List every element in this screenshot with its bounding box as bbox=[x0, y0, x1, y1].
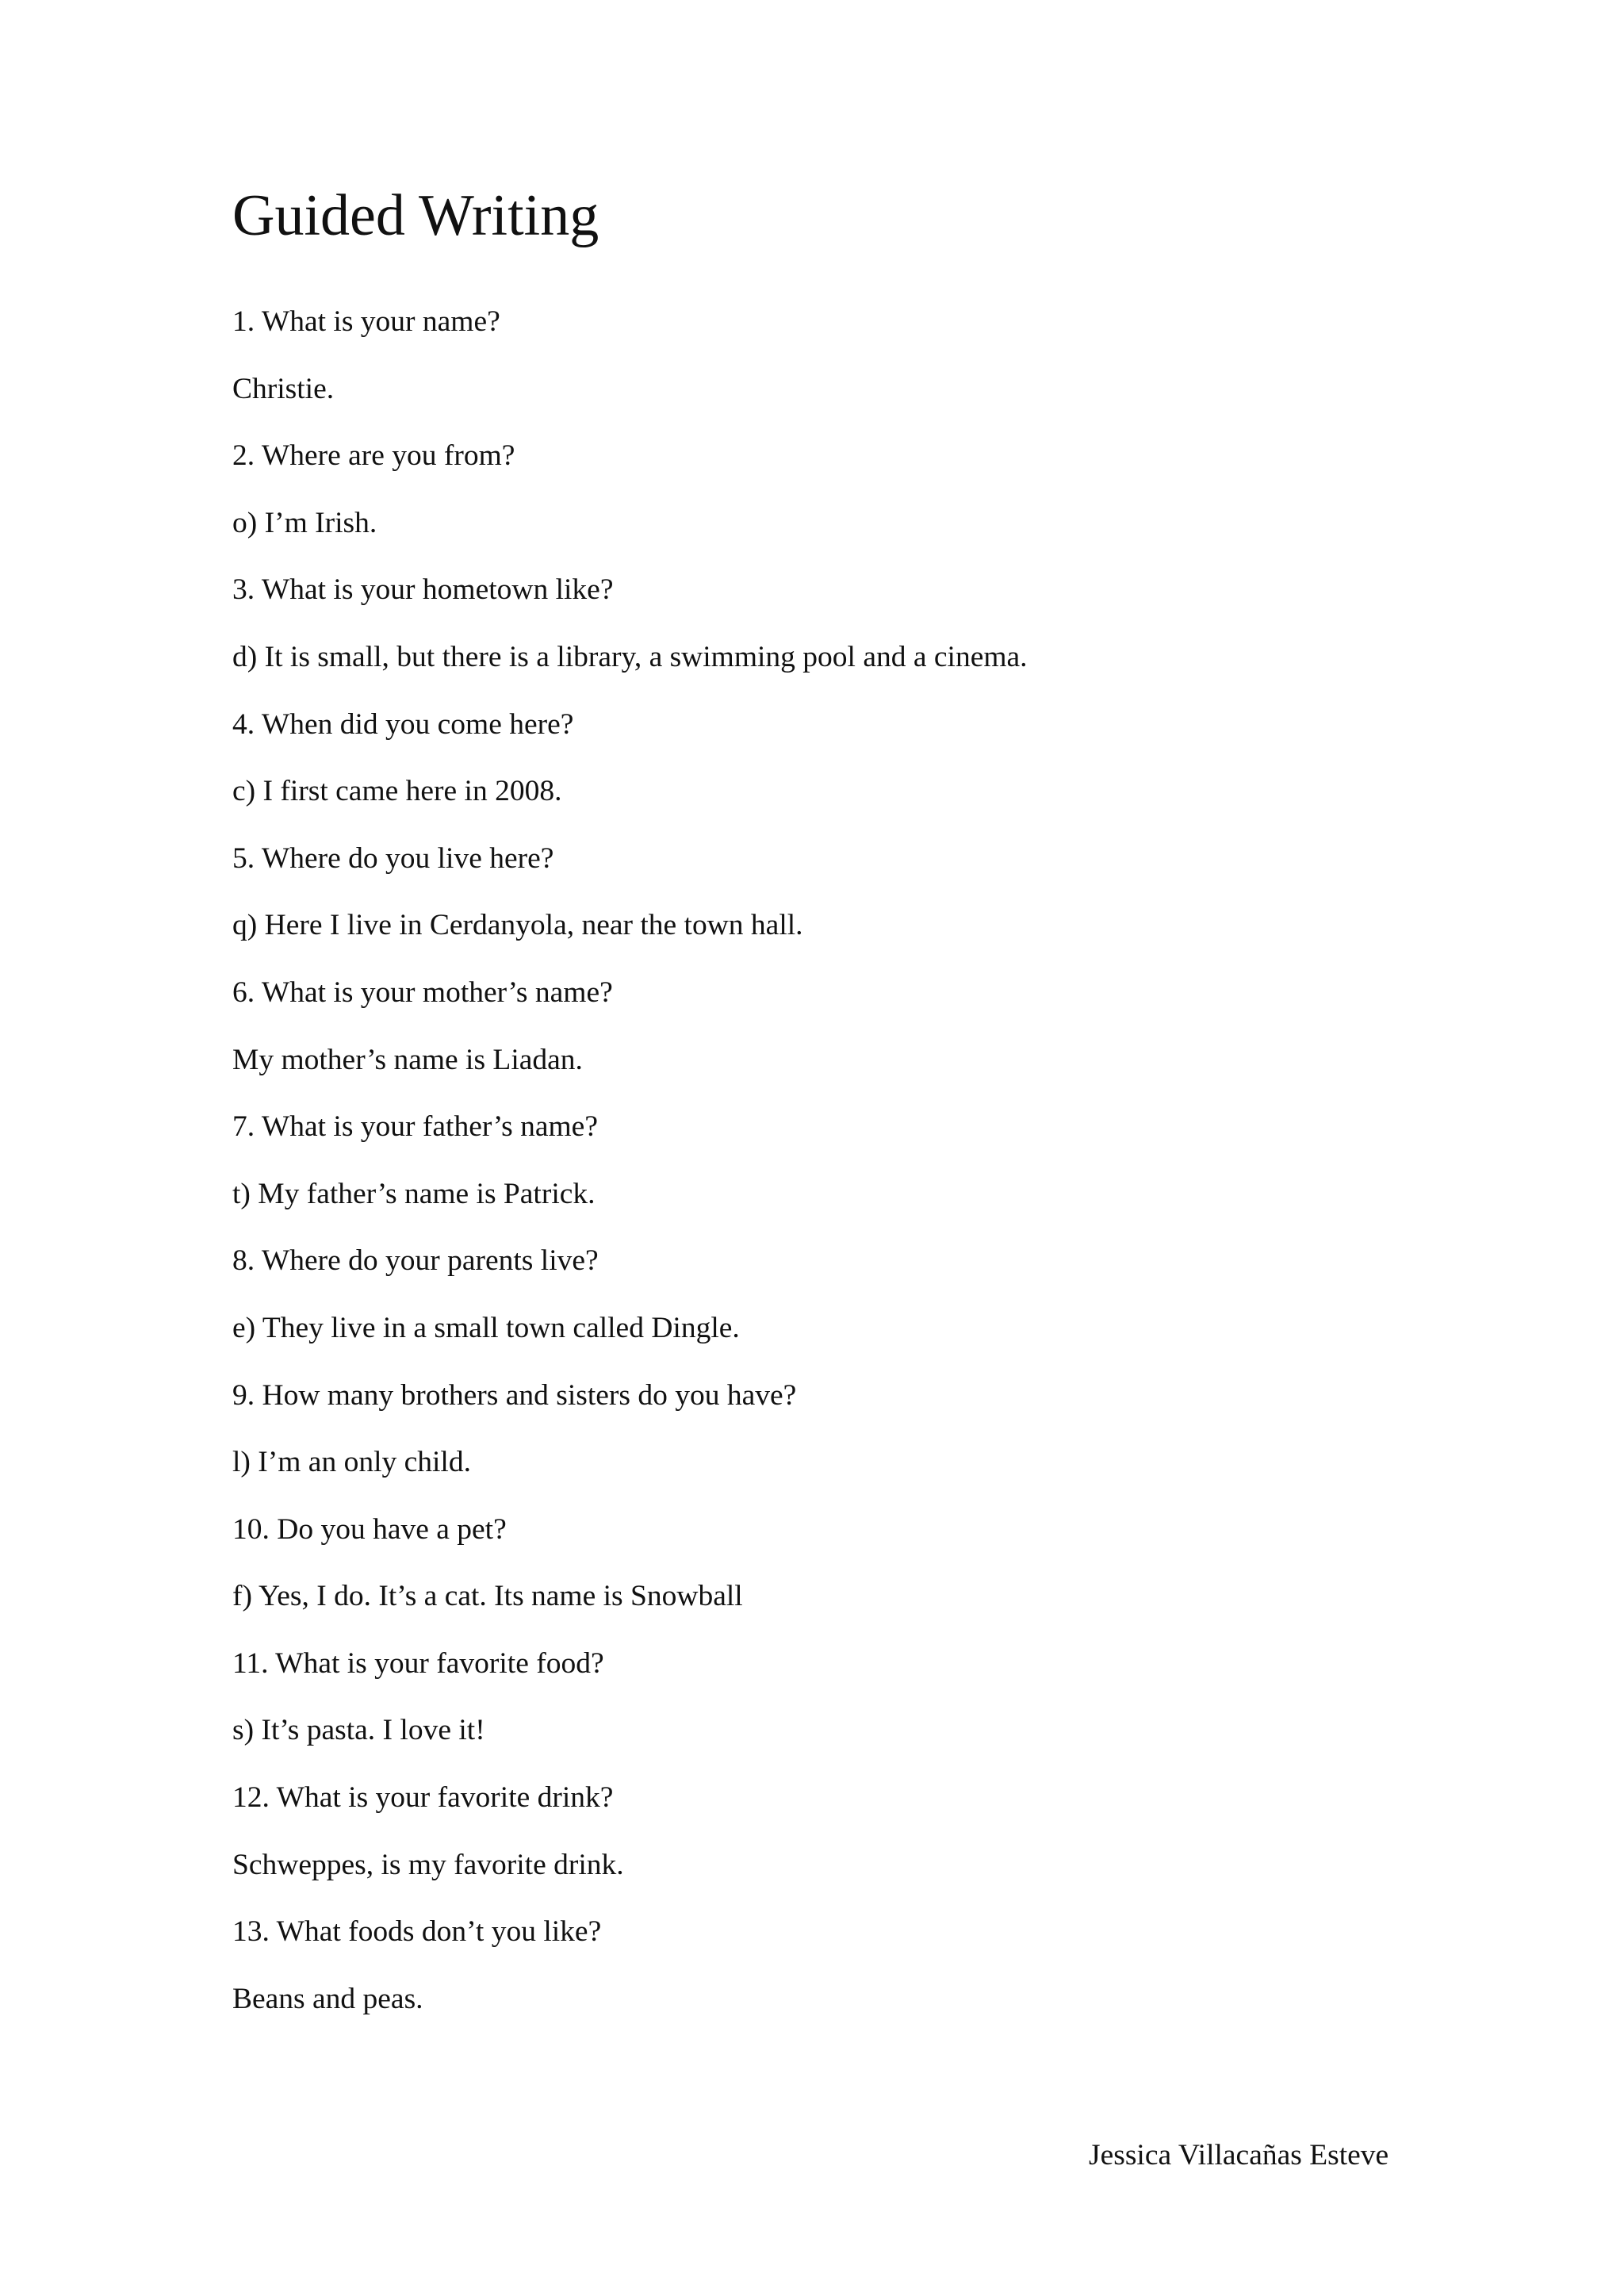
answer-1: Christie. bbox=[232, 372, 335, 405]
answer-3: d) It is small, but there is a library, a swimming pool and a cinema. bbox=[232, 640, 1028, 673]
question-8: 8. Where do your parents live? bbox=[232, 1244, 599, 1278]
question-11: 11. What is your favorite food? bbox=[232, 1646, 604, 1680]
answer-7: t) My father’s name is Patrick. bbox=[232, 1177, 596, 1210]
answer-13: Beans and peas. bbox=[232, 1982, 423, 2015]
question-3: 3. What is your hometown like? bbox=[232, 573, 614, 607]
question-2: 2. Where are you from? bbox=[232, 439, 515, 473]
answer-10: f) Yes, I do. It’s a cat. Its name is Snowball bbox=[232, 1580, 743, 1613]
answer-11: s) It’s pasta. I love it! bbox=[232, 1714, 485, 1747]
question-13: 13. What foods don’t you like? bbox=[232, 1915, 602, 1949]
question-7: 7. What is your father’s name? bbox=[232, 1110, 598, 1144]
answer-4: c) I first came here in 2008. bbox=[232, 775, 562, 808]
answer-6: My mother’s name is Liadan. bbox=[232, 1043, 583, 1076]
answer-12: Schweppes, is my favorite drink. bbox=[232, 1848, 624, 1881]
question-12: 12. What is your favorite drink? bbox=[232, 1781, 614, 1815]
answer-9: l) I’m an only child. bbox=[232, 1446, 471, 1479]
question-10: 10. Do you have a pet? bbox=[232, 1512, 507, 1546]
question-5: 5. Where do you live here? bbox=[232, 841, 554, 875]
question-4: 4. When did you come here? bbox=[232, 707, 574, 741]
answer-2: o) I’m Irish. bbox=[232, 506, 377, 539]
question-answer-list bbox=[232, 289, 1028, 2033]
question-9: 9. How many brothers and sisters do you have? bbox=[232, 1378, 797, 1412]
question-6: 6. What is your mother’s name? bbox=[232, 976, 613, 1009]
document-title: Guided Writing bbox=[232, 183, 599, 248]
answer-8: e) They live in a small town called Dingle. bbox=[232, 1311, 740, 1344]
author-name: Jessica Villacañas Esteve bbox=[1089, 2139, 1389, 2171]
answer-5: q) Here I live in Cerdanyola, near the town hall. bbox=[232, 909, 803, 942]
question-1: 1. What is your name? bbox=[232, 305, 500, 338]
